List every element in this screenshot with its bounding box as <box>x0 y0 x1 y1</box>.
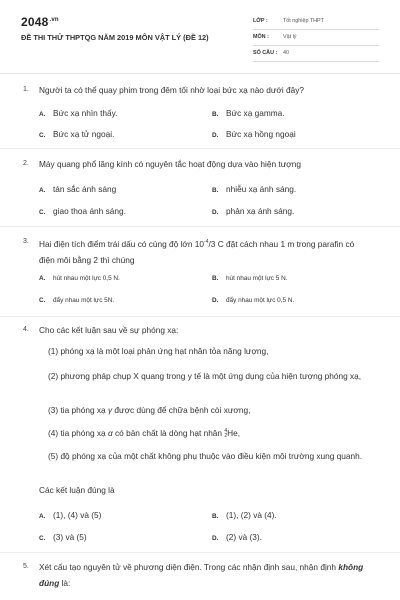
question-separator <box>0 148 400 149</box>
question-number: 3. <box>23 238 29 245</box>
option-b[interactable]: B. nhiễu xạ ánh sáng. <box>212 184 297 194</box>
option-b[interactable]: B. hút nhau một lực 5 N. <box>212 275 288 282</box>
site-logo[interactable]: $2048^{.vn}$ <box>21 15 59 29</box>
meta-row-subject <box>253 30 379 46</box>
option-c[interactable]: C. giao thoa ánh sáng. <box>39 206 126 216</box>
option-b[interactable]: B. Bức xạ gamma. <box>212 108 285 118</box>
meta-label: MÔN : <box>253 34 269 40</box>
question-separator <box>0 226 400 227</box>
meta-value: 40 <box>283 50 289 56</box>
question-text: Xét cấu tạo nguyên tử về phương diện điện. Trong các nhận định sau, nhận định không đúng là: <box>39 562 364 588</box>
question-separator <box>0 316 400 317</box>
option-a[interactable]: A. hút nhau một lực 0,5 N. <box>39 275 120 282</box>
statement-2: (2) phương pháp chụp X quang trong y tế là một ứng dụng của hiện tượng phóng xạ, <box>48 371 362 381</box>
option-c[interactable]: C. Bức xạ tử ngoại. <box>39 129 115 139</box>
question-separator <box>0 552 400 553</box>
option-a[interactable]: A. Bức xạ nhìn thấy. <box>39 108 118 118</box>
question-text: Cho các kết luận sau về sự phóng xạ: <box>39 325 179 335</box>
question-text: Máy quang phổ lăng kính có nguyên tắc hoạt động dựa vào hiện tượng <box>39 159 301 169</box>
option-a[interactable]: A. (1), (4) và (5) <box>39 510 102 520</box>
statement-5: (5) độ phóng xạ của một chất không phụ thuộc vào điều kiện môi trường xung quanh. <box>48 451 363 461</box>
option-b[interactable]: B. (1), (2) và (4). <box>212 510 277 520</box>
option-d[interactable]: D. phản xạ ánh sáng. <box>212 206 295 216</box>
question-text: Hai điện tích điểm trái dấu có cùng độ lớn $10^{-4}/3$ C đặt cách nhau 1 m trong parafin có điện môi bằng 2 thì chúng <box>39 238 355 265</box>
statement-3: (3) tia phóng xạ γ được dùng để chữa bệnh còi xương, <box>48 405 251 415</box>
option-d[interactable]: D. (2) và (3). <box>212 532 262 542</box>
question-text: Người ta có thể quay phim trong đêm tối nhờ loại bức xạ nào dưới đây? <box>39 85 304 95</box>
statement-1: (1) phóng xạ là một loại phản ứng hạt nhân tỏa năng lượng, <box>48 346 269 356</box>
meta-row-class <box>253 14 379 30</box>
meta-row-count <box>253 46 379 62</box>
meta-label: SỐ CÂU : <box>253 50 278 56</box>
exam-meta-table <box>253 14 379 62</box>
conclusion-prompt: Các kết luận đúng là <box>39 485 115 495</box>
meta-value: Vật lý <box>283 34 297 40</box>
option-a[interactable]: A. tán sắc ánh sáng <box>39 184 117 194</box>
statement-4: (4) tia phóng xạ α có bản chất là dòng hạt nhân 4 2He, <box>48 427 241 439</box>
option-c[interactable]: C. (3) và (5) <box>39 532 87 542</box>
question-number: 1. <box>23 86 29 93</box>
exam-title: ĐỀ THI THỬ THPTQG NĂM 2019 MÔN VẬT LÝ (ĐỀ 12) <box>21 33 209 42</box>
meta-label: LỚP : <box>253 18 268 24</box>
page-header <box>0 0 400 68</box>
header-divider <box>0 73 400 74</box>
option-c[interactable]: C. đẩy nhau một lực 5N. <box>39 297 115 304</box>
question-number: 2. <box>23 160 29 167</box>
option-d[interactable]: D. Bức xạ hồng ngoại <box>212 129 296 139</box>
question-number: 5. <box>23 563 29 570</box>
meta-value: Tốt nghiệp THPT <box>283 18 324 24</box>
option-d[interactable]: D. đẩy nhau một lực 0,5 N. <box>212 297 295 304</box>
question-number: 4. <box>23 326 29 333</box>
